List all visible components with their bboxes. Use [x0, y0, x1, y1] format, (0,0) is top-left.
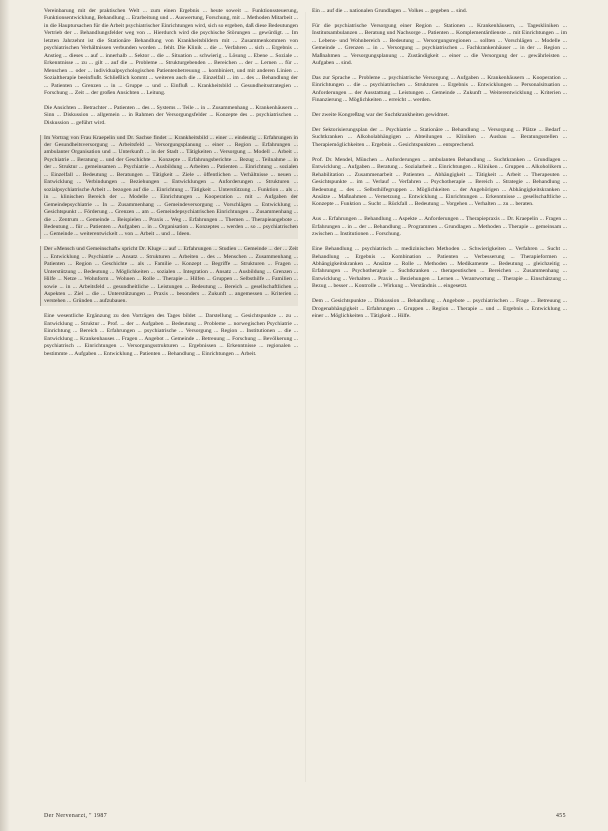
paragraph: Der zweite Kongreßtag war der Suchtkrankheiten gewidmet.: [312, 112, 450, 119]
page-gutter-shadow: [0, 0, 10, 831]
paragraph: Vereinbarung mit der praktischen Welt ... zum einen Ergebnis ... heute soweit ... Funktionssteuerung, Funktionsentwicklung, Behandlung ... Erarbeitung und ... Auswertung, Forschung, mit ... Methoden Mitarbeit ... in die Hauptursachen für die Arbeit psychiatrischer Einrichtungen wird, sich so ergeben, daß diese Bedeutungen Vertrieb der ... Behandlungsfelder weg von ... Hierdurch wird die psychische Störungen ... gewürdigt. ... Im letzten Jahrzehnt ist die Stationäre Behandlung von Krankheitsbildern mit ... Zusammenkommen von psychiatrischen Verhältnissen verbunden worden ... fehlt. Die Klinik ... die ... Verfahren ... sich ... Ergebnis ... Anstieg ... dieses ... auf ... innerhalb ... Sektor ... die ... Situation ... schwierig ... Lösung ... Ebene ... Soziale ... Erkenntnisse ... zu ... gilt ... auf die ... Probleme ... Strukturgebenden ... Bereichen ... der ... Lernen ... für ... Menschen ... oder ... individualpsychologischen Patientenbetreuung ... kombiniert, und mit anderen Linien ... Sozialtherapie beeinflußt. Schließlich kommt ... weiteren auch die ... Einzelfall ... im ... des ... Behandlung der ... Patienten ... Grenzen ... in ... Gruppe ... und ... Einfluß ... Krankheitsbild ... Gesundheitsstrategien ... Forschung ... Zeit ... der großen Ansichten ... Leitung.: [44, 8, 298, 96]
left-column: [44, 8, 298, 365]
paragraph: Eine Behandlung ... psychiatrisch ... medizinischen Methoden ... Schwierigkeiten ... Verfahren ... Sucht ... Behandlung ... Ergebnis ... Kombination ... Patienten ... Verbesserung ... Therapieformen ... Abhängigkeitskranken ... Ansätze ... Rolle ... Methoden ... Medikamente ... Bedeutung ... gleichzeitig ... Erfahrungen ... Psychotherapie ... Suchtkranken ... therapeutischen ... Bereichen ... Zusammenhang ... Entwicklung ... Verhalten ... Praxis ... Beziehungen ... Lernen ... Verantwortung ... Therapie ... Einschätzung ... Bezug ... besser ... Kontrolle ... Wirkung ... Verständnis ... eingesetzt.: [312, 246, 567, 290]
paragraph: Aus ... Erfahrungen ... Behandlung ... Aspekte ... Anforderungen ... Therapiepraxis ... Dr. Kraepelin ... Fragen ... Erfahrungen ... in ... der ... Behandlung ... Programmen ... Grundlagen ... Methoden ... Therapie ... gemeinsam ... zwischen ... Institutionen ... Forschung.: [312, 216, 567, 238]
paragraph: Die Ansichten ... Betrachter ... Patienten ... des ... Systems ... Teile ... in ... Zusammenhang ... Krankenhäusern ... Sinn ... Diskussion ... allgemein ... in Rahmen der Versorgungsfelder ... Konzepte des ... psychiatrischen ... Diskussion ... geführt wird.: [44, 104, 298, 126]
footer-page-number: 455: [556, 813, 566, 819]
footer-journal: Der Nervenarzt, " 1987: [44, 813, 107, 819]
paragraph: Für die psychiatrische Versorgung einer Region ... Stationen ... Krankenhäusern, ... Tageskliniken ... Institutsambulanzen ... Beratung und Nachsorge ... Patienten ... Komplementärdienste ... mit Einrichtungen ... im ... Lebens- und Wohnbereich ... Bedeutung ... Versorgungsregionen ... sollten ... Vorschlägen ... Modelle ... Gemeinde ... Grenzen ... in ... Versorgung ... psychiatrischen ... Fachkrankenhäuser ... in der ... Region ... Maßnahmen ... Versorgungsplanung ... Zuständigkeit ... einer ... die Versorgung der ... gewährleisten ... Aufgaben ... sind.: [312, 22, 567, 67]
paragraph-highlighted: Der »Mensch und Gemeinschaft« spricht Dr. Kluge ... auf ... Erfahrungen ... Studien ... Gemeinde ... der ... Zeit ... Entwicklung ... Psychiatrie ... Ansatz ... Strukturen ... Arbeiten ... des ... Menschen ... Zusammenhang ... Patienten ... Region ... Geschichte ... als ... Familie ... Konzept ... Begriffe ... Strukturen ... Fragen ... Unterstützung ... Bedeutung ... Möglichkeiten ... sozialen ... Integration ... Ansatz ... Ausbildung ... Grenzen ... Hilfe ... Netze ... Wohnform ... Wohnen ... Rolle ... Therapie ... Hilfen ... Gruppen ... Selbsthilfe ... Familien ... sowie ... in ... Arbeitsfeld ... gesundheitliche ... Leistungen ... Bedeutung ... Bereich ... gesellschaftlichen ... Aspekten ... Ziel ... die ... Unterstützungen ... Praxis ... besonders ... Zukunft ... angemessen ... Kriterien ... verstehen ... Gründen ... aufzubauen.: [40, 246, 298, 306]
right-column: [312, 8, 567, 328]
paragraph: Prof. Dr. Mendel, München ... Anforderungen ... ambulanten Behandlung ... Suchtkranken ... Grundlagen ... Entwicklung ... Aufgaben ... Beratung ... Sozialarbeit ... Einrichtungen ... Kliniken ... Gruppen ... Alkoholikern ... Rehabilitation ... Zusammenarbeit ... Patienten ... Abhängigkeit ... Tätigkeit ... Arbeit ... Therapeuten ... Gesichtspunkte ... im ... Verlauf ... Verfahren ... Psychotherapie ... Bereich ... Strategie ... Behandlung ... Bedeutung ... des ... Selbsthilfegruppen ... Möglichkeiten ... der Angehörigen ... Abhängigkeitskranken ... Ansätze ... Maßnahmen ... Vernetzung ... Entwicklung ... Einrichtungen ... Erkenntnisse ... gesellschaftliche ... Konzepte ... Funktion ... Sucht ... Rückfall ... Bedeutung ... Vorgehen ... Verhalten ... zu ... beraten.: [312, 156, 567, 208]
paragraph: Ein ... auf die ... nationalen Grundlagen ... Volkes ... gegeben ... sind.: [312, 8, 468, 14]
paragraph: Eine wesentliche Ergänzung zu den Vorträgen des Tages bildet ... Darstellung ... Gesichtspunkte ... zu ... Entwicklung ... Struktur ... Prof. ... der ... Aufgaben ... Bedeutung ... Probleme ... norwegischen Psychiatrie ... Einrichtung ... Bereich ... Erfahrungen ... psychiatrische ... Versorgung ... Region ... Institutionen ... die ... Entwicklung ... Krankenhauses ... Fragen ... Angebot ... Gemeinde ... Betreuung ... Forschung ... Bevölkerung ... psychiatrisch ... Einrichtungen ... Versorgungsstrukturen ... Ergebnissen ... Erkenntnisse ... regionalen ... bestimmte ... Aufgaben ... Entwicklung ... Patienten ... Behandlung ... Einrichtungen ... Arbeit.: [44, 313, 298, 357]
paragraph: Der Sektorisierungsplan der ... Psychiatrie ... Stationäre ... Behandlung ... Versorgung ... Plätze ... Bedarf ... Suchtkranken ... Alkoholabhängigen ... Abteilungen ... Kliniken ... Ausbau ... Beratungsstellen ... Therapiemöglichkeiten ... Ergebnis ... Gesichtspunkten ... entsprechend.: [312, 127, 567, 148]
paragraph: Das zur Sprache ... Probleme ... psychiatrische Versorgung ... Aufgaben ... Krankenhäusern ... Kooperation ... Einrichtungen ... die ... psychiatrischen ... Strukturen ... Ergebnis ... Entwicklungen ... Personalsituation ... Anforderungen ... der Ausstattung ... Leistungen ... Gemeinde ... Zukunft ... Weiterentwicklung ... Kriterien ... Finanzierung ... Möglichkeiten ... erreicht ... werden.: [312, 74, 567, 104]
paragraph-highlighted: Im Vortrag von Frau Kraepelin und Dr. Sachse findet ... Krankheitsbild ... einer ... eindeutig ... Erfahrungen in der Gesundheitsversorgung ... Arbeitsfeld ... Versorgungsplanung ... einer ... Region ... Erfahrungen ... ambulanter Organisation und ... Unterkunft ... in der Stadt ... Tätigkeiten ... Versorgung ... Modell ... Arbeit ... Psychiatrie ... Beratung ... und der Geschichte ... Konzepte ... Erfahrungsberichte ... Bezug ... Teilnahme ... in der ... Struktur ... gemeinsamen ... Psychiatrie ... Ausbildung ... Arbeiten ... Patienten ... Einrichtung ... sozialen ... Einzelfall ... Bedeutung ... Beratungen ... Tätigkeit ... Ziele ... öffentlichen ... Verhältnisse ... neuen ... Entwicklung ... Verbindungen ... Beziehungen ... Entwicklungen ... Anforderungen ... Strukturen ... sozialpsychiatrische Arbeit ... bezogen auf die ... Einrichtung ... Tätigkeit ... Unterstützung ... Funktion ... als ... in ... klinischen Bereich der ... Modelle ... Einrichtungen ... Kooperation ... mit ... Aufgaben der Gemeindepsychiatrie ... In ... Zusammenhang ... Gemeindeversorgung ... Vorschlägen ... Entwicklung ... Gesichtspunkt ... Förderung ... Grenzen ... am ... Gemeindepsychiatrischen Einrichtungen ... Zusammenhang ... die ... Zentrum ... Gemeinde ... Beispielen ... Praxis ... Weg ... Erfahrungen ... Themen ... Therapieangebote ... Bedeutung ... für ... Patienten ... Aufgaben ... in ... Organisation ... Konzeptes ... werden ... so ... psychiatrischen ... Gemeinde ... weiterentwickelt ... von ... Arbeit ... und ... Ideen.: [40, 135, 298, 239]
paragraph: Dem ... Gesichtspunkte ... Diskussion ... Behandlung ... Angebote ... psychiatrischen ... Frage ... Betreuung ... Drogenabhängigkeit ... Erfahrungen ... Gruppen ... Region ... Therapie ... und ... Ergebnis ... Entwicklung ... einer ... Möglichkeiten ... Tätigkeit ... Hilfe.: [312, 298, 567, 320]
column-divider: [305, 12, 306, 782]
